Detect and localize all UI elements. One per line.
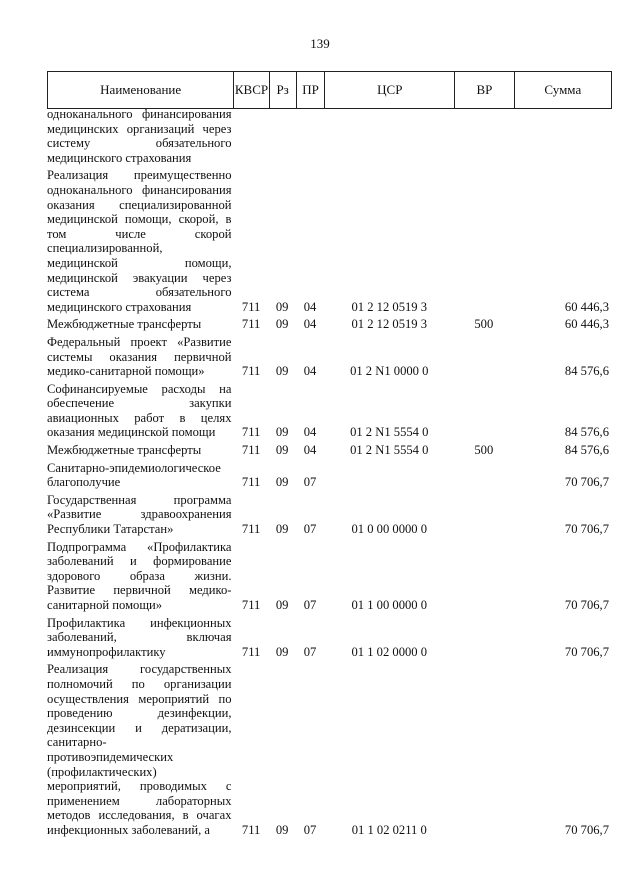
- table-row: [47, 493, 612, 537]
- row-name-line: «Развитие здравоохранения: [47, 507, 232, 522]
- row-sum: 60 446,3: [564, 299, 609, 314]
- row-name-line: Республики Татарстан»: [47, 522, 174, 537]
- row-name-line: Государственная программа: [47, 492, 232, 507]
- row-rz: 09: [275, 522, 289, 537]
- row-name: [47, 616, 234, 660]
- header-sum: Сумма: [514, 72, 612, 108]
- row-name-line: Профилактика инфекционных: [47, 615, 232, 630]
- row-pr: 04: [303, 364, 317, 379]
- row-name-line: противоэпидемических: [47, 749, 174, 764]
- row-kvsr: 711: [241, 425, 261, 440]
- row-rz: 09: [275, 822, 289, 837]
- row-name-line: оказания специализированной: [47, 197, 232, 212]
- row-rz: 09: [275, 443, 289, 458]
- row-name-line: Софинансируемые расходы на: [47, 381, 232, 396]
- table-row: [47, 443, 612, 458]
- row-pr: 04: [303, 443, 317, 458]
- row-name-line: систему обязательного: [47, 136, 232, 151]
- row-name-line: медицинской помощи, скорой, в: [47, 212, 232, 227]
- row-name-line: одноканального финансирования: [47, 182, 232, 197]
- header-vr: ВР: [454, 72, 513, 108]
- row-pr: 07: [303, 522, 317, 537]
- row-name-line: том числе скорой: [47, 226, 232, 241]
- row-pr: 07: [303, 475, 317, 490]
- row-sum: 84 576,6: [564, 443, 609, 458]
- row-csr: 01 2 12 0519 3: [351, 317, 428, 332]
- row-csr: 01 2 12 0519 3: [351, 299, 428, 314]
- row-csr: 01 1 02 0211 0: [351, 822, 427, 837]
- row-name-line: медицинского страхования: [47, 299, 192, 314]
- row-name-line: медико-санитарной помощи»: [47, 364, 205, 379]
- table-header: [47, 71, 612, 109]
- row-name-line: Подпрограмма «Профилактика: [47, 539, 232, 554]
- table-body: [47, 107, 612, 841]
- row-rz: 09: [275, 598, 289, 612]
- row-kvsr: 711: [241, 299, 261, 314]
- row-name-line: благополучие: [47, 475, 121, 490]
- row-rz: 09: [275, 475, 289, 490]
- row-name-line: здорового образа жизни.: [47, 568, 232, 583]
- row-name-line: медицинской эвакуации через: [47, 270, 232, 285]
- row-sum: 70 706,7: [564, 644, 609, 659]
- row-name-line: мероприятий, проводимых с: [47, 779, 232, 794]
- row-name: [47, 335, 234, 379]
- row-pr: 07: [303, 644, 317, 659]
- row-sum: 70 706,7: [564, 598, 609, 612]
- row-name: [47, 540, 234, 613]
- row-name-line: инфекционных заболеваний, а: [47, 822, 210, 837]
- row-name-line: одноканального финансирования: [47, 107, 232, 121]
- row-name-line: медицинского страхования: [47, 150, 192, 165]
- row-csr: 01 2 N1 5554 0: [350, 425, 429, 440]
- row-sum: 70 706,7: [564, 522, 609, 537]
- row-name-line: системы оказания первичной: [47, 349, 232, 364]
- row-name-line: оказания медицинской помощи: [47, 425, 216, 440]
- table-row: [47, 335, 612, 379]
- row-name-line: Межбюджетные трансферты: [47, 443, 202, 458]
- row-name: [47, 461, 234, 490]
- header-csr: ЦСР: [324, 72, 454, 108]
- row-name: [47, 317, 234, 332]
- table-row: [47, 382, 612, 440]
- table-row: [47, 107, 612, 165]
- row-rz: 09: [275, 299, 289, 314]
- row-pr: 04: [303, 425, 317, 440]
- row-name-line: обеспечение закупки: [47, 396, 232, 411]
- table-row: [47, 461, 612, 490]
- row-kvsr: 711: [241, 475, 261, 490]
- row-pr: 07: [303, 598, 317, 612]
- row-name: [47, 443, 234, 458]
- row-name-line: система обязательного: [47, 285, 232, 300]
- row-sum: 84 576,6: [564, 364, 609, 379]
- row-kvsr: 711: [241, 443, 261, 458]
- row-csr: 01 2 N1 5554 0: [350, 443, 429, 458]
- row-name-line: санитарной помощи»: [47, 598, 163, 612]
- row-sum: 70 706,7: [564, 475, 609, 490]
- row-kvsr: 711: [241, 644, 261, 659]
- row-name-line: методов исследования, в очагах: [47, 808, 232, 823]
- row-name-line: полномочий по организации: [47, 676, 232, 691]
- row-pr: 04: [303, 299, 317, 314]
- row-csr: 01 2 N1 0000 0: [350, 364, 429, 379]
- row-rz: 09: [275, 364, 289, 379]
- row-kvsr: 711: [241, 364, 261, 379]
- row-name-line: осуществления мероприятий по: [47, 691, 232, 706]
- row-name-line: авиационных работ в целях: [47, 410, 232, 425]
- table-row: [47, 168, 612, 314]
- row-vr: 500: [474, 317, 494, 332]
- row-sum: 70 706,7: [564, 822, 609, 837]
- row-name-line: Санитарно-эпидемиологическое: [47, 460, 221, 475]
- row-name-line: заболеваний и формирование: [47, 554, 232, 569]
- table-row: [47, 662, 612, 837]
- row-sum: 60 446,3: [564, 317, 609, 332]
- header-name: Наименование: [47, 72, 233, 108]
- header-row: [47, 71, 612, 109]
- row-name-line: Федеральный проект «Развитие: [47, 334, 232, 349]
- row-name-line: санитарно-: [47, 735, 107, 750]
- row-kvsr: 711: [241, 317, 261, 332]
- row-csr: 01 1 00 0000 0: [351, 598, 428, 612]
- row-name: [47, 382, 234, 440]
- row-name: [47, 493, 234, 537]
- row-kvsr: 711: [241, 822, 261, 837]
- row-name-line: специализированной,: [47, 241, 163, 256]
- row-name-line: иммунопрофилактику: [47, 644, 166, 659]
- row-name-line: Развитие первичной медико-: [47, 583, 232, 598]
- row-rz: 09: [275, 317, 289, 332]
- page-number: 139: [310, 36, 330, 51]
- row-rz: 09: [275, 425, 289, 440]
- row-name-line: Реализация государственных: [47, 662, 232, 677]
- table-row: [47, 616, 612, 660]
- table-row: [47, 540, 612, 613]
- row-name-line: медицинской помощи,: [47, 255, 232, 270]
- row-name-line: применением лабораторных: [47, 793, 232, 808]
- row-name: [47, 107, 234, 165]
- row-rz: 09: [275, 644, 289, 659]
- row-name-line: дезинсекции и дератизации,: [47, 720, 232, 735]
- row-name-line: проведению дезинфекции,: [47, 706, 232, 721]
- row-csr: 01 1 02 0000 0: [351, 644, 428, 659]
- row-name: [47, 662, 234, 837]
- row-name-line: Межбюджетные трансферты: [47, 317, 202, 332]
- row-kvsr: 711: [241, 598, 261, 612]
- row-pr: 04: [303, 317, 317, 332]
- row-kvsr: 711: [241, 522, 261, 537]
- row-name-line: (профилактических): [47, 764, 157, 779]
- row-name: [47, 168, 234, 314]
- row-name-line: медицинских организаций через: [47, 121, 232, 136]
- row-name-line: заболеваний, включая: [47, 630, 232, 645]
- row-vr: 500: [474, 443, 494, 458]
- row-csr: 01 0 00 0000 0: [351, 522, 428, 537]
- row-sum: 84 576,6: [564, 425, 609, 440]
- header-kvsr: КВСР: [233, 72, 268, 108]
- row-pr: 07: [303, 822, 317, 837]
- table-row: [47, 317, 612, 332]
- header-rz: Рз: [269, 72, 296, 108]
- header-pr: ПР: [296, 72, 325, 108]
- row-name-line: Реализация преимущественно: [47, 168, 232, 183]
